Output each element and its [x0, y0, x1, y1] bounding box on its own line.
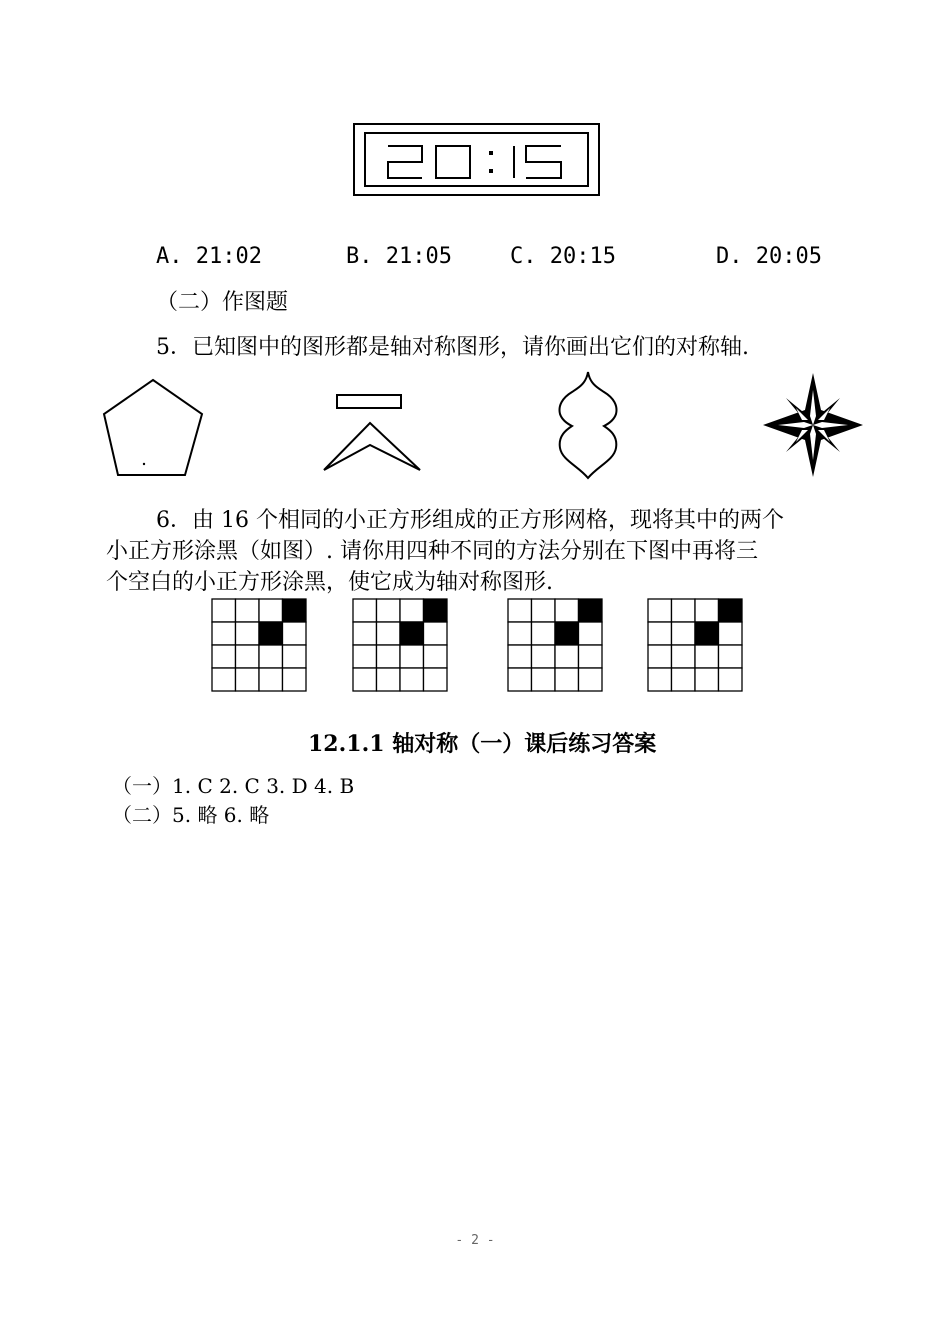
grid-cell-empty — [400, 668, 424, 691]
grid-cell-empty — [648, 668, 672, 691]
grid-cell-filled — [400, 622, 424, 645]
grid-cell-empty — [400, 645, 424, 668]
option-c: C. 20:15 — [510, 244, 616, 269]
grid-cell-empty — [212, 645, 236, 668]
grid-cell-empty — [236, 645, 260, 668]
grid-cell-filled — [283, 599, 307, 622]
grid-cell-empty — [424, 645, 448, 668]
grid-cell-empty — [555, 645, 579, 668]
grid-cell-empty — [579, 622, 603, 645]
question-6-line1: 6．由 16 个相同的小正方形组成的正方形网格，现将其中的两个 — [156, 508, 784, 533]
grid-cell-empty — [283, 622, 307, 645]
grid-cell-empty — [672, 668, 696, 691]
grid-cell-empty — [648, 645, 672, 668]
grid-cell-empty — [672, 645, 696, 668]
grid-cell-empty — [532, 622, 556, 645]
grid-cell-empty — [579, 668, 603, 691]
answers-line1: （一）1. C 2. C 3. D 4. B — [112, 774, 355, 798]
pentagon-figure — [98, 370, 208, 480]
grid-cell-empty — [353, 599, 377, 622]
question-6-line2: 小正方形涂黑（如图）. 请你用四种不同的方法分别在下图中再将三 — [106, 539, 758, 564]
square-grid — [211, 598, 307, 692]
page-number: - 2 - — [455, 1233, 495, 1248]
grid-cell-empty — [719, 645, 743, 668]
grid-cell-empty — [236, 599, 260, 622]
grid-cell-empty — [672, 622, 696, 645]
grid-cell-filled — [424, 599, 448, 622]
grid-cell-empty — [555, 599, 579, 622]
grid-cell-empty — [532, 668, 556, 691]
grid-cell-filled — [555, 622, 579, 645]
grid-cell-empty — [236, 668, 260, 691]
clock-display — [353, 123, 600, 196]
grid-cell-empty — [508, 622, 532, 645]
grid-cell-empty — [648, 622, 672, 645]
grid-cell-empty — [283, 645, 307, 668]
grid-cell-empty — [579, 645, 603, 668]
gourd-figure — [548, 370, 628, 482]
grid-cell-empty — [212, 668, 236, 691]
grid-cell-empty — [353, 622, 377, 645]
square-grid — [647, 598, 743, 692]
grid-cell-empty — [695, 645, 719, 668]
section2-heading: （二）作图题 — [156, 290, 289, 315]
question-6-line3: 个空白的小正方形涂黑，使它成为轴对称图形. — [106, 570, 553, 595]
grid-cell-empty — [672, 599, 696, 622]
clock-inner-frame — [364, 132, 589, 187]
grid-cell-empty — [508, 645, 532, 668]
grid-cell-empty — [719, 668, 743, 691]
option-a: A. 21:02 — [156, 244, 262, 269]
grid-cell-filled — [719, 599, 743, 622]
grid-cell-empty — [212, 622, 236, 645]
grid-cell-empty — [236, 622, 260, 645]
grid-cell-empty — [283, 668, 307, 691]
grid-cell-empty — [259, 645, 283, 668]
grid-cell-empty — [212, 599, 236, 622]
grid-cell-filled — [579, 599, 603, 622]
grid-cell-empty — [695, 599, 719, 622]
compass-star-figure — [758, 370, 868, 480]
grid-cell-empty — [259, 668, 283, 691]
grid-cell-empty — [377, 599, 401, 622]
grid-cell-empty — [353, 645, 377, 668]
grid-cell-empty — [259, 599, 283, 622]
grid-cell-empty — [555, 668, 579, 691]
option-b: B. 21:05 — [346, 244, 452, 269]
option-d: D. 20:05 — [716, 244, 822, 269]
grid-cell-empty — [400, 599, 424, 622]
grid-cell-empty — [508, 599, 532, 622]
bar-and-arrow-figure — [318, 390, 428, 475]
question-5: 5．已知图中的图形都是轴对称图形，请你画出它们的对称轴. — [156, 335, 749, 360]
grid-cell-empty — [648, 599, 672, 622]
grid-cell-filled — [695, 622, 719, 645]
clock-digits — [366, 134, 591, 189]
grid-cell-empty — [424, 668, 448, 691]
grid-cell-empty — [377, 645, 401, 668]
grid-cell-empty — [377, 668, 401, 691]
grid-cell-empty — [377, 622, 401, 645]
grid-cell-empty — [532, 645, 556, 668]
square-grid — [507, 598, 603, 692]
grid-cell-empty — [424, 622, 448, 645]
grid-cell-empty — [695, 668, 719, 691]
square-grid — [352, 598, 448, 692]
grid-cell-empty — [532, 599, 556, 622]
answers-title: 12.1.1 轴对称（一）课后练习答案 — [308, 731, 657, 757]
grid-cell-empty — [353, 668, 377, 691]
grid-cell-empty — [508, 668, 532, 691]
answers-line2: （二）5. 略 6. 略 — [112, 803, 270, 827]
grid-cell-filled — [259, 622, 283, 645]
grid-cell-empty — [719, 622, 743, 645]
